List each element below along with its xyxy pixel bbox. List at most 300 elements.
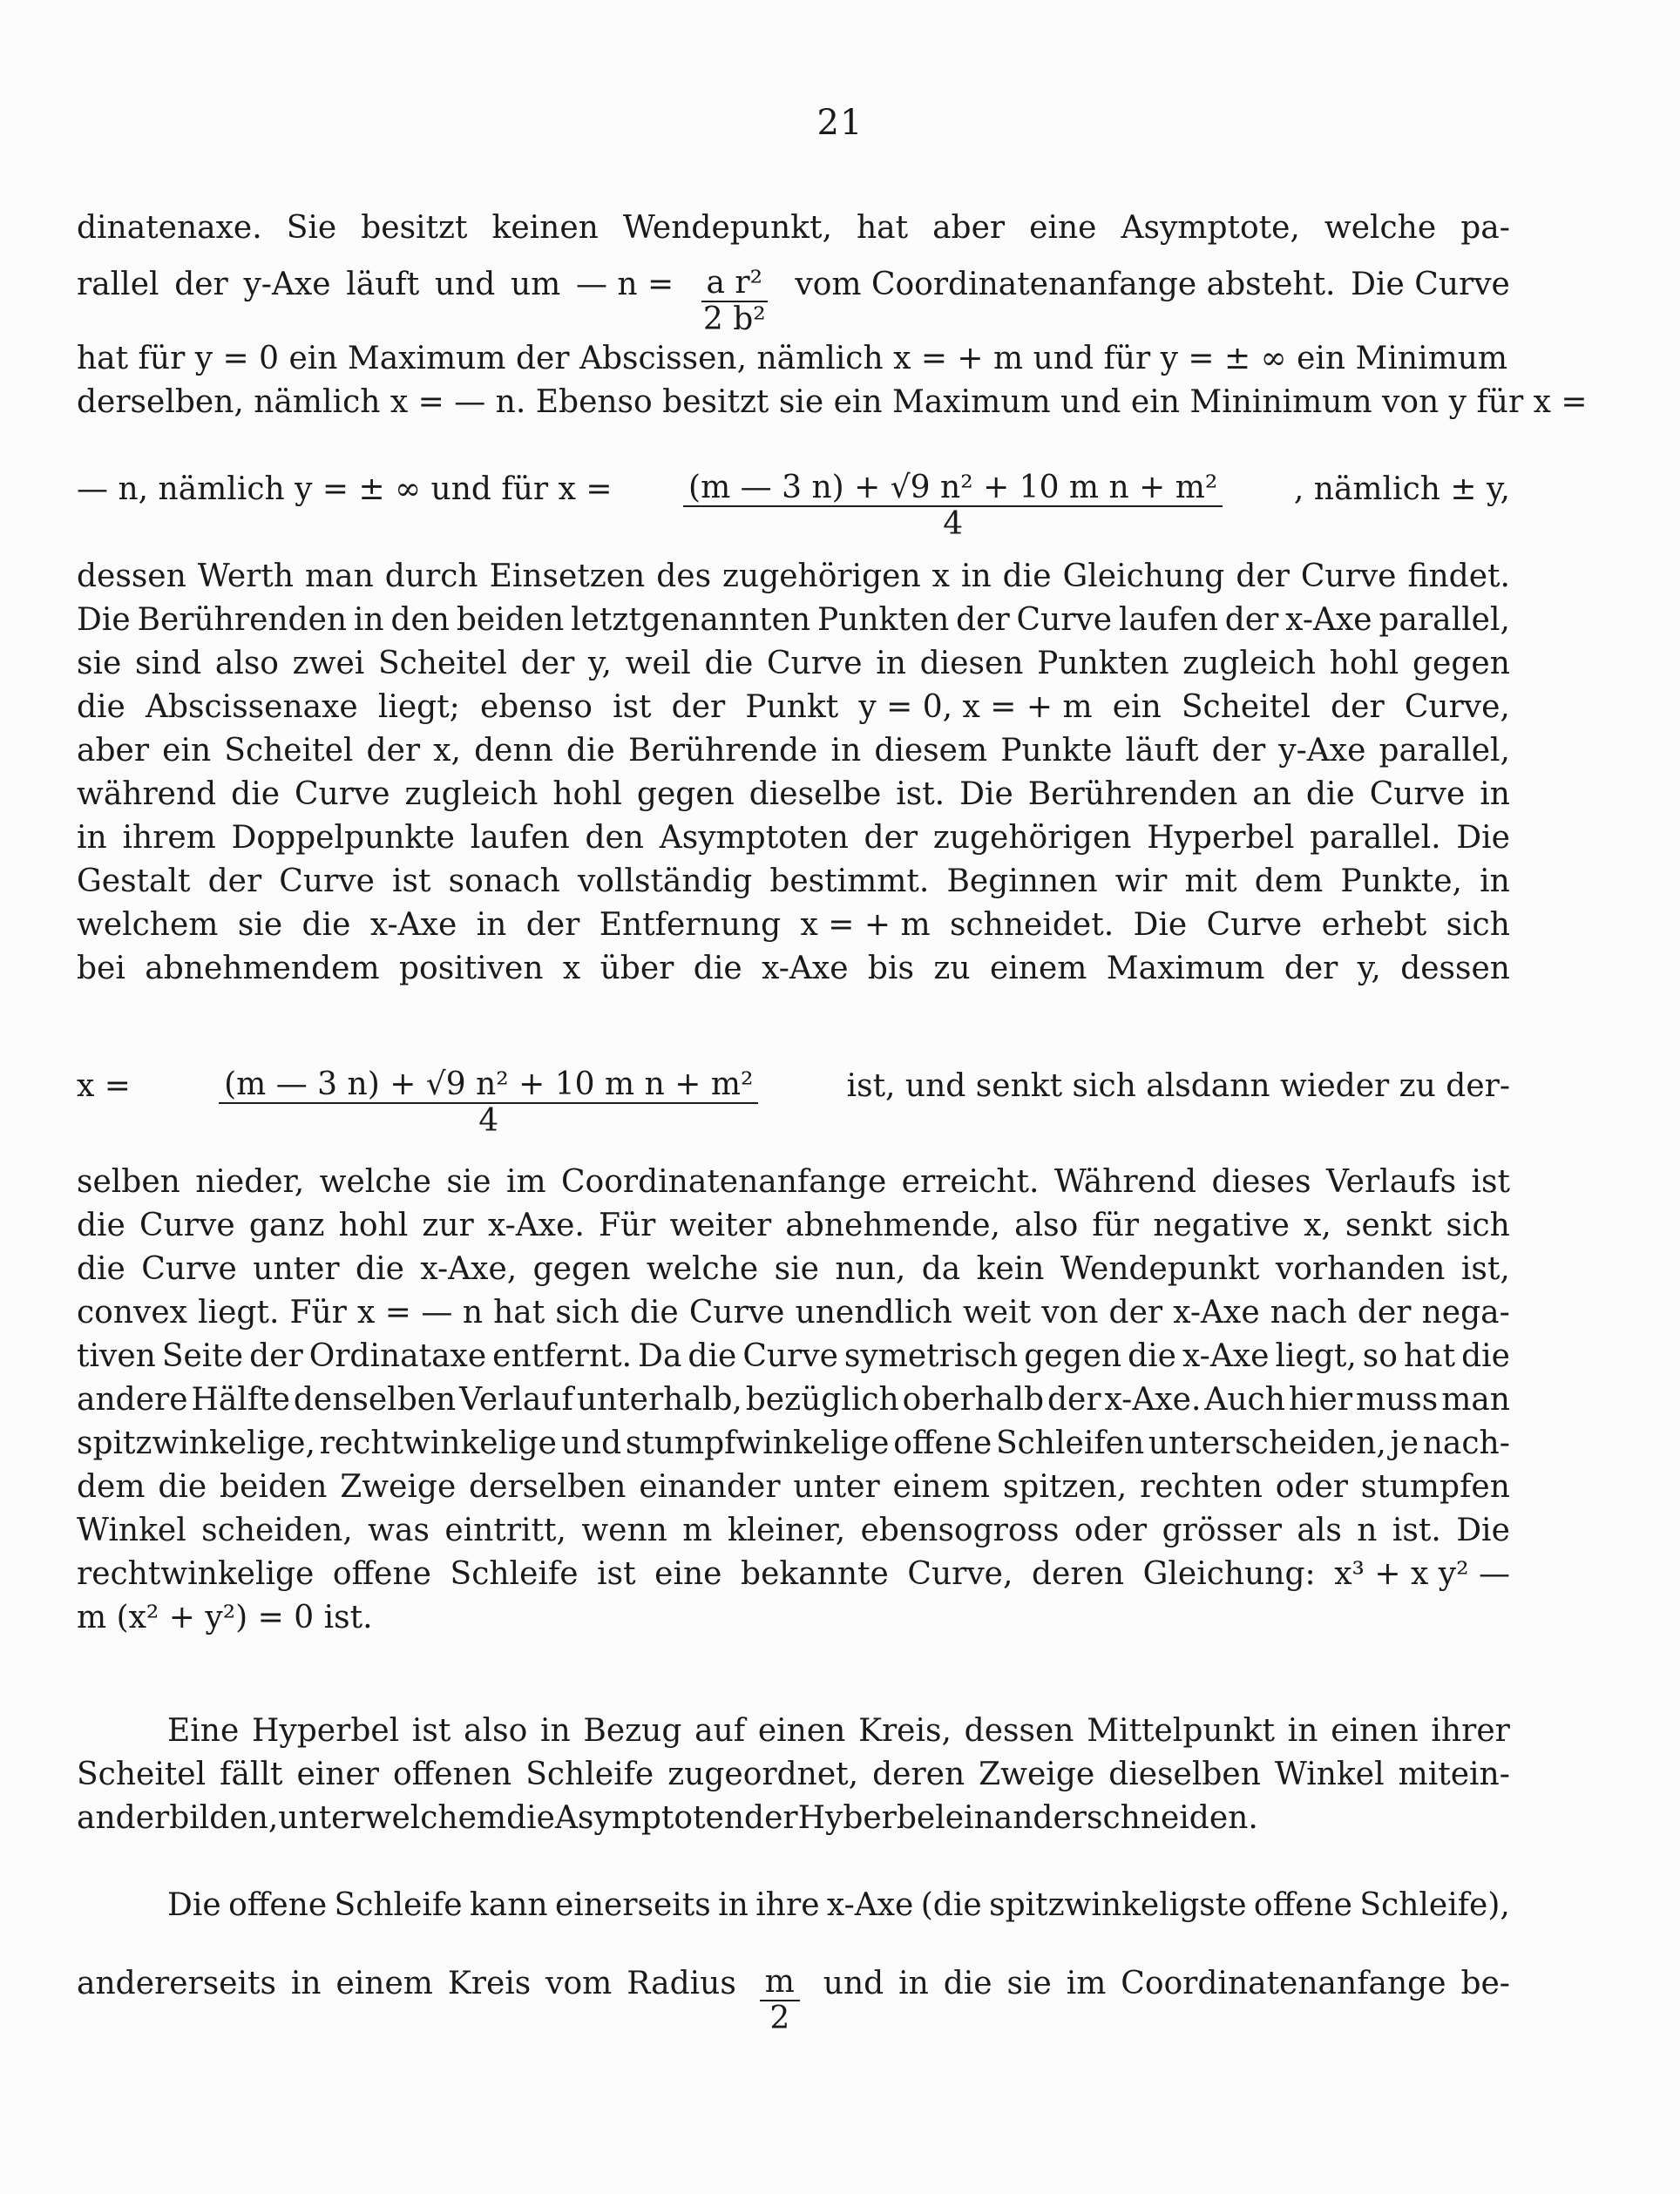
word: Entfernung [599, 907, 782, 943]
word: m [682, 1513, 713, 1548]
word: Wendepunkt, [622, 210, 832, 246]
word: hat [493, 1295, 545, 1331]
word: da [921, 1251, 961, 1287]
word: ist [613, 689, 652, 725]
word: spitzwinkelige, [77, 1425, 315, 1461]
word: liegt. [198, 1295, 280, 1331]
word: Die Curve [1351, 267, 1510, 302]
word: Curve [767, 646, 863, 681]
word: m (x² + y²) = 0 ist. [77, 1600, 373, 1635]
word: dinatenaxe. [77, 210, 262, 246]
word: x-Axe [1285, 602, 1372, 638]
word: Radius [627, 1966, 736, 2001]
text-line [77, 1294, 1510, 1332]
word: Curve, [907, 1556, 1013, 1592]
word: diesem [874, 733, 988, 769]
word: die [231, 776, 281, 812]
word: erreicht. [901, 1164, 1040, 1200]
word: selben [77, 1164, 180, 1200]
word: Scheitel [77, 1757, 207, 1792]
word: einem [892, 1469, 990, 1505]
word: Die [1133, 907, 1188, 943]
word: einen [1331, 1713, 1419, 1749]
word: die [356, 1251, 404, 1287]
word: senkt [1345, 1208, 1433, 1243]
word: einander [639, 1469, 781, 1505]
word: zugleich [404, 776, 539, 812]
word: der [671, 689, 726, 725]
word: x³ + x y² — [1334, 1556, 1510, 1592]
word: Zweige [979, 1757, 1095, 1792]
word: grösser [1162, 1513, 1282, 1548]
word: ist. [1392, 1513, 1441, 1548]
word: der [1211, 733, 1266, 769]
word: x-Axe [1173, 1295, 1260, 1331]
text-line [77, 558, 1510, 596]
word: rallel [77, 267, 159, 302]
word: Die [1456, 1513, 1510, 1548]
word: bis [867, 951, 914, 986]
word: einer [296, 1757, 379, 1792]
word: x, [1304, 1208, 1331, 1243]
word: Berührenden [1027, 776, 1238, 812]
word: stumpfen [1360, 1469, 1510, 1505]
math-fraction [219, 1067, 758, 1139]
word: welchem [364, 1800, 507, 1836]
word: offene [228, 1887, 328, 1923]
word: dessen [77, 559, 186, 594]
word: Die [77, 602, 131, 638]
word: unterscheiden, [1148, 1425, 1386, 1461]
word: parallel, [1379, 602, 1510, 638]
word: derselben, nämlich x = — n. Ebenso besitzt sie ein Maximum und ein Mininimum von y für x = [77, 384, 1588, 420]
word: be- [1460, 1966, 1510, 2001]
word: x = — n [357, 1295, 483, 1331]
word: in [960, 559, 992, 594]
word: der [1331, 689, 1385, 725]
word: über [600, 951, 674, 986]
word: liegt, [1275, 1338, 1357, 1374]
word: nach- [1422, 1425, 1510, 1461]
word: aber [932, 210, 1006, 246]
word: Maximum [1106, 951, 1265, 986]
word: ist [1471, 1164, 1510, 1200]
word: also [1014, 1208, 1079, 1243]
word: hier [1288, 1382, 1353, 1418]
word: vorhanden [1275, 1251, 1446, 1287]
word: einerseits [555, 1887, 711, 1923]
word: denn [474, 733, 553, 769]
word: positiven [398, 951, 544, 986]
word: x = [77, 1068, 131, 1104]
word: Punkten [816, 602, 950, 638]
word: denselben [293, 1382, 457, 1418]
word: zugehörigen [722, 559, 921, 594]
word: läuft [346, 267, 420, 302]
word: die [77, 1208, 125, 1243]
word: Curve [742, 1338, 838, 1374]
text-line [77, 1965, 1510, 2036]
word: Curve [141, 1251, 237, 1287]
word: liegt; [377, 689, 460, 725]
word: Für [599, 1208, 656, 1243]
word: x, [433, 733, 461, 769]
word: y, [1357, 951, 1381, 986]
word: x = + m [800, 907, 931, 943]
word: Ordinataxe [308, 1338, 487, 1374]
word: also [464, 1713, 528, 1749]
word: der [864, 820, 918, 856]
word: zugeordnet, [667, 1757, 859, 1792]
word: rechten [1140, 1469, 1263, 1505]
word: ist [392, 863, 431, 899]
word: nun, [835, 1251, 906, 1287]
word: Doppelpunkte [231, 820, 455, 856]
word: und [560, 1425, 622, 1461]
word: Die [167, 1887, 221, 1923]
word: der [1224, 602, 1279, 638]
text-line [77, 471, 1510, 542]
fraction-text: (m — 3 n) + √9 n² + 10 m n + m² [219, 1067, 758, 1104]
word: zwei [292, 646, 365, 681]
word: die [693, 951, 742, 986]
word: Wendepunkt [1060, 1251, 1260, 1287]
word: in [1287, 1713, 1318, 1749]
word: abnehmende, [785, 1208, 1000, 1243]
word: Mittelpunkt [1087, 1713, 1276, 1749]
word: kleiner, [727, 1513, 846, 1548]
word: so [1362, 1338, 1398, 1374]
word: Punkte [1000, 733, 1113, 769]
word: stumpfwinkelige [625, 1425, 890, 1461]
word: welche [319, 1164, 431, 1200]
word: läuft [1125, 733, 1199, 769]
word: gegen [636, 776, 735, 812]
text-line [77, 1512, 1510, 1550]
word: ein [1112, 689, 1162, 725]
word: in [539, 1713, 571, 1749]
word: also [214, 646, 279, 681]
word: die [1002, 559, 1052, 594]
word: die [158, 1469, 207, 1505]
word: nega- [1421, 1295, 1510, 1331]
text-line [77, 1381, 1510, 1419]
word: Verlauf [459, 1382, 573, 1418]
word: offenen [392, 1757, 512, 1792]
word: hohl [552, 776, 622, 812]
text-line [77, 775, 1510, 814]
word: dieses [1211, 1164, 1311, 1200]
word: der [956, 602, 1010, 638]
text-line [77, 1207, 1510, 1245]
text-line [77, 950, 1510, 988]
word: Curve [279, 863, 375, 899]
text-line [77, 601, 1510, 640]
word: welchem [77, 907, 219, 943]
text-line [77, 340, 1510, 378]
word: gegen [1412, 646, 1510, 681]
text-line [77, 209, 1510, 247]
word: der [1236, 559, 1290, 594]
word: zur [422, 1208, 474, 1243]
word: schneiden. [1086, 1800, 1258, 1836]
math-fraction [698, 266, 771, 337]
word: Sie [286, 210, 337, 246]
word: die [688, 1338, 737, 1374]
word: Curve [688, 1295, 785, 1331]
word: nieder, [195, 1164, 305, 1200]
word: Schleife [525, 1757, 654, 1792]
text-line [77, 863, 1510, 901]
word: Berührenden [137, 602, 348, 638]
word: je [1390, 1425, 1419, 1461]
text-line [77, 1555, 1510, 1594]
word: Gleichung [1062, 559, 1225, 594]
word: scheiden, [201, 1513, 353, 1548]
math-fraction [683, 471, 1223, 542]
word: bilden, [169, 1800, 279, 1836]
word: die [629, 1295, 679, 1331]
text-line [77, 1337, 1510, 1376]
text-line [77, 1799, 1510, 1838]
word: des [656, 559, 712, 594]
word: in [718, 1887, 749, 1923]
word: in [290, 1966, 322, 2001]
word: der [1108, 1295, 1163, 1331]
word: Hyberbel [797, 1800, 945, 1836]
word: sich [1446, 907, 1510, 943]
word: durch [384, 559, 478, 594]
word: der [1357, 1295, 1412, 1331]
word: Schleife), [1359, 1887, 1510, 1923]
word: abnehmendem [145, 951, 380, 986]
word: Kreis [447, 1966, 532, 2001]
word: dem [1254, 863, 1324, 899]
fraction-denominator: 2 b² [702, 301, 766, 337]
word: zugleich [1182, 646, 1317, 681]
word: Schleifen [995, 1425, 1145, 1461]
word: einander [945, 1800, 1087, 1836]
text-line [77, 1425, 1510, 1463]
text-line [77, 1163, 1510, 1202]
fraction-denominator: 2 [769, 2001, 790, 2036]
word: mitein- [1398, 1757, 1510, 1792]
word: der [249, 1338, 303, 1374]
word: in [1480, 776, 1510, 812]
word: bei [77, 951, 125, 986]
word: dieselbe [749, 776, 882, 812]
word: offene [893, 1425, 992, 1461]
word: man [1441, 1382, 1510, 1418]
word: gegen [1024, 1338, 1122, 1374]
word: der [1047, 1382, 1101, 1418]
word: spitzwinkeligste [989, 1887, 1247, 1923]
word: beiden [456, 602, 565, 638]
word: hohl [1329, 646, 1399, 681]
word: was [368, 1513, 430, 1548]
word: eine [654, 1556, 722, 1592]
word: sie [774, 1251, 819, 1287]
word: offene [1253, 1887, 1352, 1923]
word: kann [469, 1887, 548, 1923]
word: die [704, 646, 754, 681]
word: sie [77, 646, 122, 681]
word: dessen [964, 1713, 1074, 1749]
word: Berührende [627, 733, 818, 769]
word: beiden [220, 1469, 328, 1505]
word: Asymptoten [659, 820, 849, 856]
word: die [566, 733, 615, 769]
word: auf [694, 1713, 746, 1749]
word: Asymptoten [554, 1800, 745, 1836]
word: oberhalb [902, 1382, 1045, 1418]
word: sonach [448, 863, 560, 899]
word: oder [1074, 1513, 1148, 1548]
word: Seite [161, 1338, 244, 1374]
word: der [1284, 951, 1338, 986]
word: oder [1275, 1469, 1348, 1505]
word: sind [134, 646, 202, 681]
word: Hälfte [191, 1382, 290, 1418]
word: den [585, 820, 644, 856]
word: ist. [896, 776, 945, 812]
word: besitzt [361, 210, 468, 246]
word: der [366, 733, 421, 769]
word: deren [1032, 1556, 1125, 1592]
word: hat [1403, 1338, 1456, 1374]
word: x-Axe, [420, 1251, 518, 1287]
word: keinen [491, 210, 599, 246]
word: Asymptote, [1121, 210, 1300, 246]
word: der [520, 646, 575, 681]
word: Scheitel [377, 646, 508, 681]
fraction-denominator: 4 [943, 506, 964, 542]
word: y-Axe [243, 267, 331, 302]
word: symetrisch [843, 1338, 1019, 1374]
word: der [744, 1800, 798, 1836]
word: y = 0, x = + m [858, 689, 1093, 725]
word: Curve, [1404, 689, 1510, 725]
word: zu [933, 951, 971, 986]
word: Da [638, 1338, 682, 1374]
word: — n = [575, 267, 674, 302]
word: Coordinatenanfange [561, 1164, 887, 1200]
word: bezüglich [745, 1382, 899, 1418]
word: einem [335, 1966, 433, 2001]
word: im [505, 1164, 546, 1200]
word: andererseits [77, 1966, 276, 2001]
word: ist [597, 1556, 636, 1592]
word: sich [555, 1295, 620, 1331]
word: vom [545, 1966, 613, 2001]
word: den [390, 602, 450, 638]
word: dieselben [1108, 1757, 1261, 1792]
word: muss [1355, 1382, 1439, 1418]
word: unter [278, 1800, 365, 1836]
fraction-text: m [760, 1965, 800, 2001]
word: convex [77, 1295, 187, 1331]
word: Während [1053, 1164, 1197, 1200]
fraction-denominator: 4 [478, 1103, 499, 1139]
word: und [434, 267, 496, 302]
word: kein [976, 1251, 1045, 1287]
word: Bezug [583, 1713, 682, 1749]
word: weiter [669, 1208, 772, 1243]
word: die [1128, 1338, 1176, 1374]
word: Beginnen [946, 863, 1098, 899]
word: findet. [1407, 559, 1510, 594]
word: ist, [1460, 1251, 1510, 1287]
word: in [476, 907, 507, 943]
word: n [1357, 1513, 1378, 1548]
word: Curve [295, 776, 390, 812]
word: der [174, 267, 228, 302]
word: ihre [755, 1887, 820, 1923]
word: Schleife [334, 1887, 463, 1923]
word: in [353, 602, 384, 638]
word: vollständig [577, 863, 753, 899]
word: eintritt, [444, 1513, 566, 1548]
word: Gestalt [77, 863, 191, 899]
word: Für [289, 1295, 347, 1331]
word: sich [1446, 1208, 1510, 1243]
word: als [1297, 1513, 1342, 1548]
text-line [167, 1712, 1510, 1750]
word: in [830, 733, 862, 769]
word: um [510, 267, 561, 302]
word: (die [920, 1887, 982, 1923]
word: welche [1324, 210, 1437, 246]
word: offene [332, 1556, 431, 1592]
word: unendlich [795, 1295, 952, 1331]
word: Winkel [1274, 1757, 1385, 1792]
word: in [898, 1966, 929, 2001]
fraction-text: (m — 3 n) + √9 n² + 10 m n + m² [683, 471, 1223, 507]
word: Curve [139, 1208, 235, 1243]
word: einen [757, 1713, 846, 1749]
word: zugehörigen [932, 820, 1132, 856]
word: laufen [470, 820, 570, 856]
word: in [77, 820, 107, 856]
word: ihrem [122, 820, 216, 856]
word: Curve [1369, 776, 1466, 812]
text-line [77, 688, 1510, 727]
word: wenn [581, 1513, 667, 1548]
word: x [931, 559, 950, 594]
word: diesen [919, 646, 1024, 681]
word: Abscissenaxe [146, 689, 358, 725]
text-line [167, 1886, 1510, 1925]
word: x-Axe. [487, 1208, 585, 1243]
word: Curve [1206, 907, 1303, 943]
word: bekannte [741, 1556, 889, 1592]
word: deren [872, 1757, 965, 1792]
word: einem [989, 951, 1087, 986]
word: Auch [1204, 1382, 1285, 1418]
word: ihrer [1431, 1713, 1510, 1749]
word: bestimmt. [769, 863, 930, 899]
word: Schleife [450, 1556, 579, 1592]
word: der [207, 863, 262, 899]
word: ganz [248, 1208, 325, 1243]
word: sie [1006, 1966, 1052, 2001]
word: mit [1184, 863, 1237, 899]
word: Hyperbel [252, 1713, 400, 1749]
word: x-Axe [762, 951, 849, 986]
word: man [305, 559, 374, 594]
word: die [506, 1800, 555, 1836]
word: x-Axe [1182, 1338, 1270, 1374]
